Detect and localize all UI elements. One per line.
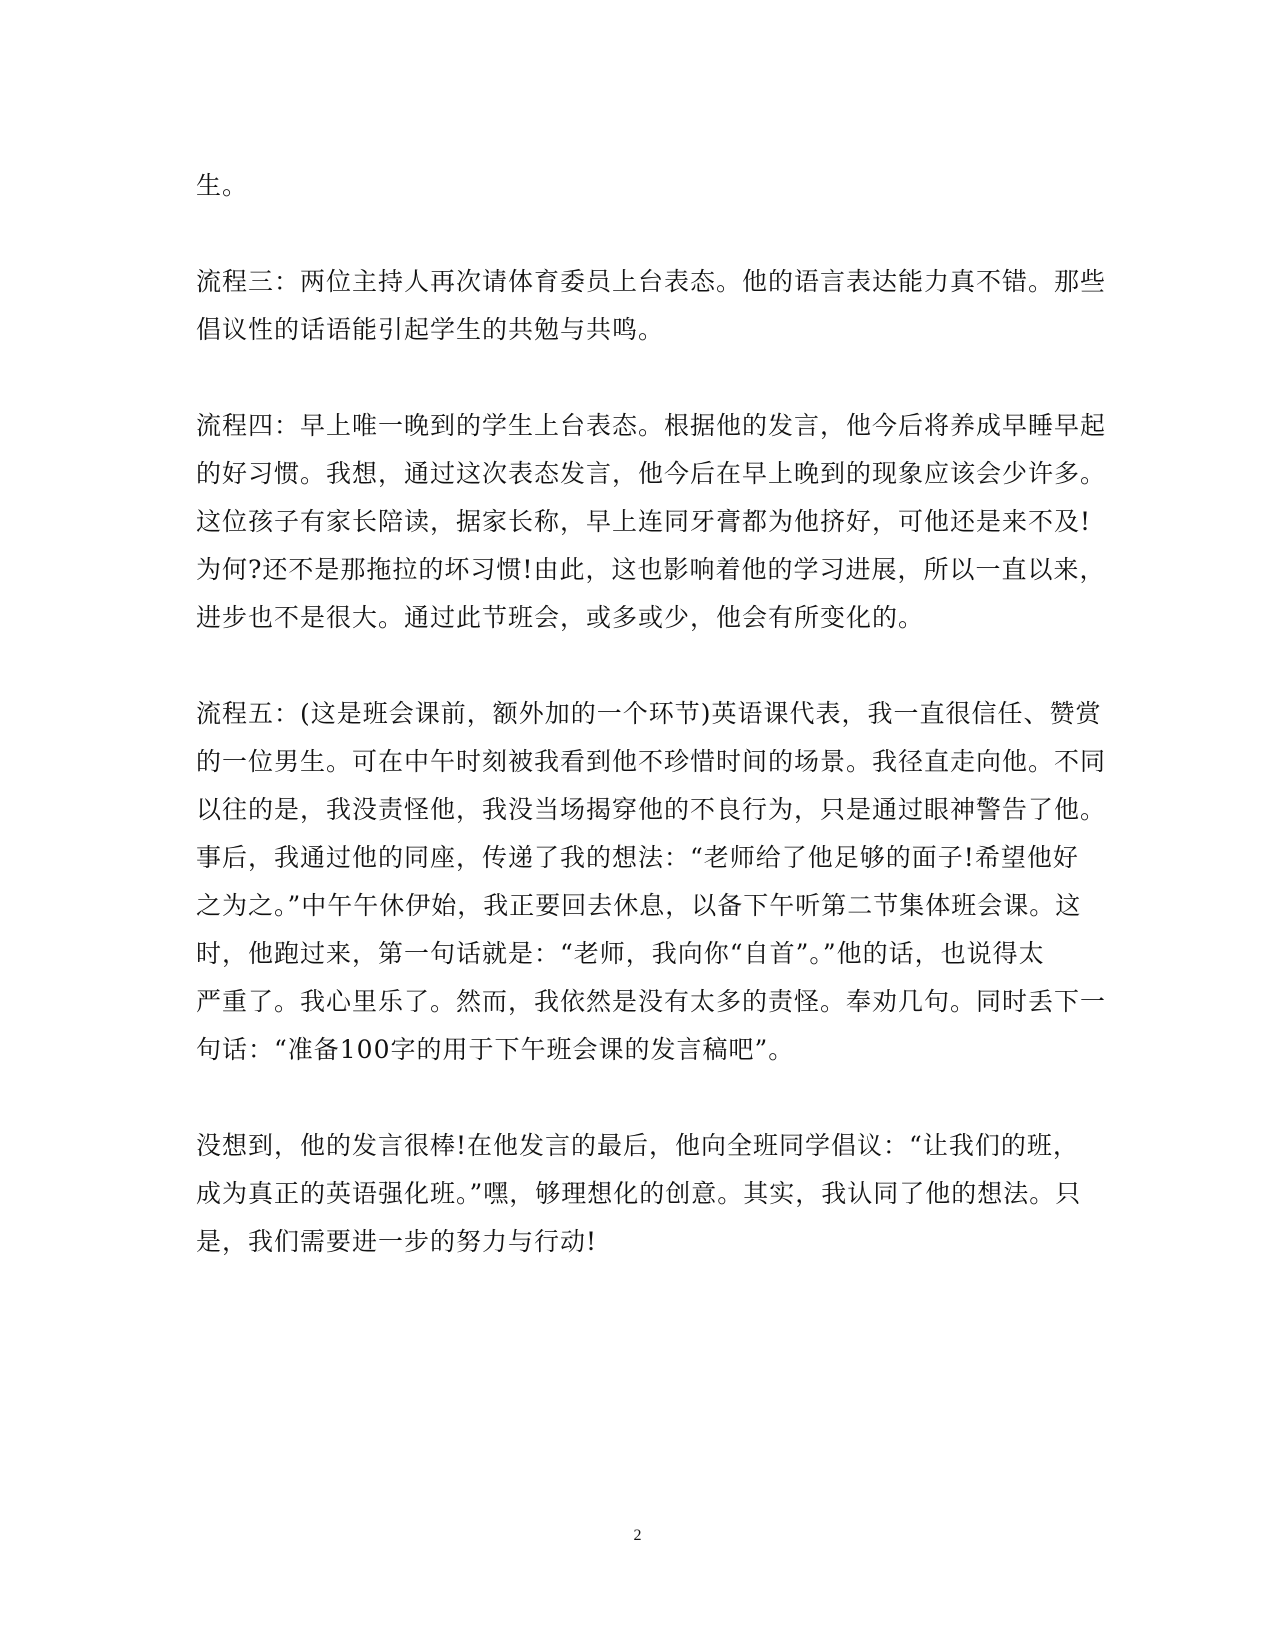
text-line: 以往的是，我没责怪他，我没当场揭穿他的不良行为，只是通过眼神警告了他。 (196, 795, 1107, 824)
paragraph-step-five (196, 690, 1107, 1074)
text-line: 流程四：早上唯一晚到的学生上台表态。根据他的发言，他今后将养成早睡早起 (196, 411, 1107, 440)
text-line: 事后，我通过他的同座，传递了我的想法：“老师给了他足够的面子!希望他好 (196, 843, 1079, 872)
text-line: 成为真正的英语强化班。”嘿，够理想化的创意。其实，我认同了他的想法。只 (196, 1179, 1082, 1208)
text-line: 句话：“准备100字的用于下午班会课的发言稿吧”。 (196, 1035, 795, 1064)
text-line: 的一位男生。可在中午时刻被我看到他不珍惜时间的场景。我径直走向他。不同 (196, 747, 1107, 776)
document-body (196, 162, 1107, 1314)
text-line: 之为之。”中午午休伊始，我正要回去休息，以备下午听第二节集体班会课。这 (196, 891, 1082, 920)
paragraph-continuation (196, 162, 1078, 210)
text-line: 严重了。我心里乐了。然而，我依然是没有太多的责怪。奉劝几句。同时丢下一 (196, 987, 1107, 1016)
paragraph-conclusion (196, 1122, 1082, 1266)
text-line: 时，他跑过来，第一句话就是：“老师，我向你“自首”。”他的话，也说得太 (196, 939, 1045, 968)
text-line: 没想到，他的发言很棒!在他发言的最后，他向全班同学倡议：“让我们的班， (196, 1131, 1079, 1160)
text-line: 的好习惯。我想，通过这次表态发言，他今后在早上晚到的现象应该会少许多。 (196, 459, 1107, 488)
paragraph-step-three (196, 258, 1107, 354)
text-line: 倡议性的话语能引起学生的共勉与共鸣。 (196, 315, 665, 344)
text-line: 流程三：两位主持人再次请体育委员上台表态。他的语言表达能力真不错。那些 (196, 267, 1107, 296)
text-line: 流程五：(这是班会课前，额外加的一个环节)英语课代表，我一直很信任、赞赏 (196, 699, 1102, 728)
text-line: 这位孩子有家长陪读，据家长称，早上连同牙膏都为他挤好，可他还是来不及! (196, 507, 1092, 536)
text-line: 进步也不是很大。通过此节班会，或多或少，他会有所变化的。 (196, 603, 925, 632)
text-line: 是，我们需要进一步的努力与行动! (196, 1227, 598, 1256)
text-line: 生。 (196, 171, 249, 200)
paragraph-step-four (196, 402, 1107, 642)
page-number: 2 (633, 1527, 642, 1544)
text-line: 为何?还不是那拖拉的坏习惯!由此，这也影响着他的学习进展，所以一直以来， (196, 555, 1106, 584)
